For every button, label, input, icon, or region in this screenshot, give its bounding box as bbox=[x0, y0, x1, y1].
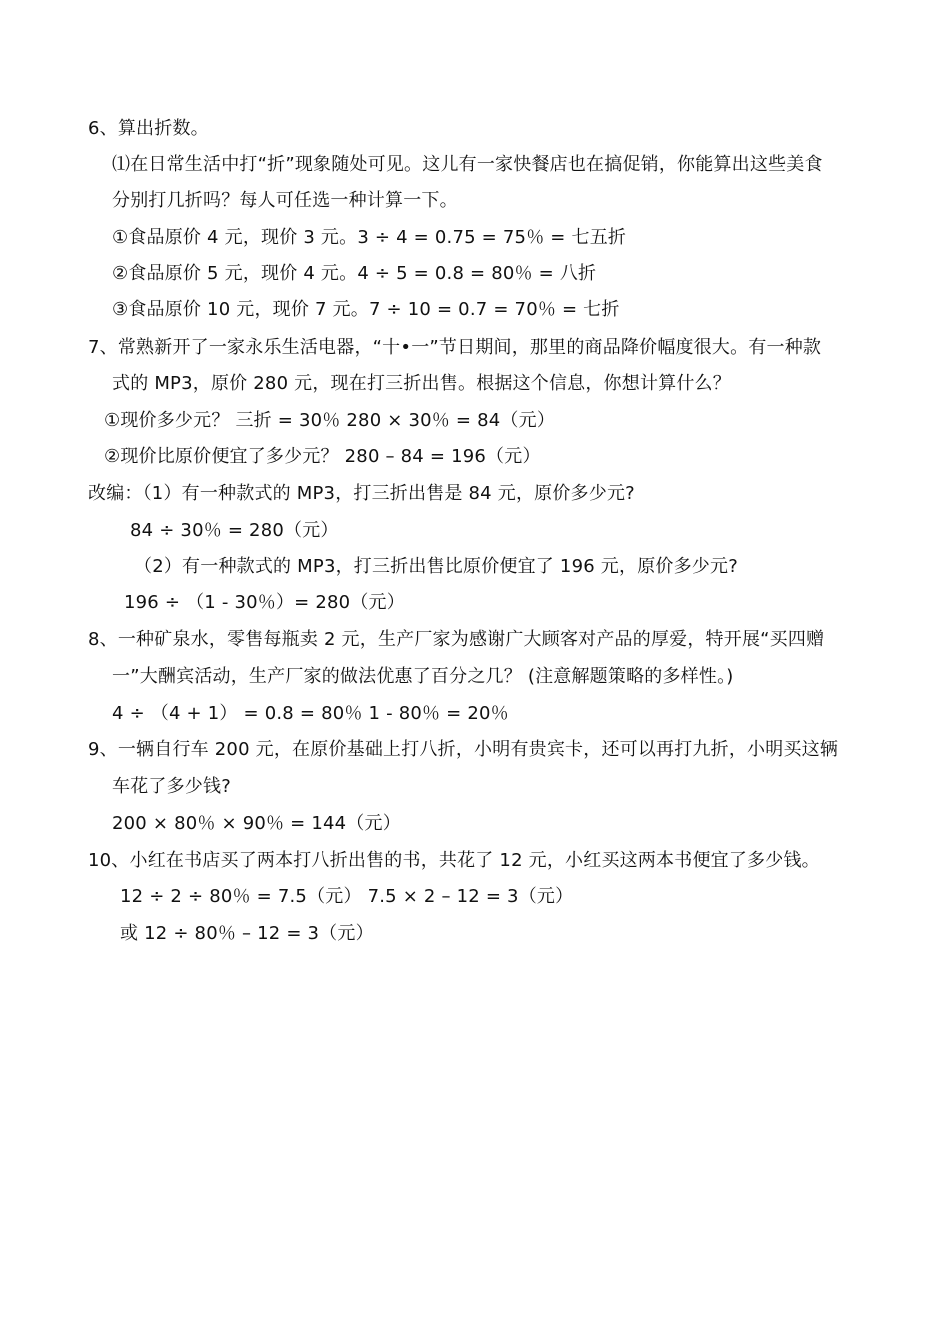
q10-answer-2: 或 12 ÷ 80％ – 12 = 3（元） bbox=[120, 923, 374, 944]
adapt-answer-1: 84 ÷ 30％ = 280（元） bbox=[130, 520, 339, 541]
q7-answer-1: ①现价多少元？ 三折 = 30％ 280 × 30％ = 84（元） bbox=[104, 410, 556, 431]
adapt-question-2: （2）有一种款式的 MP3，打三折出售比原价便宜了 196 元，原价多少元? bbox=[134, 556, 738, 577]
q6-intro-line1: ⑴在日常生活中打“折”现象随处可见。这儿有一家快餐店也在搞促销，你能算出这些美食 bbox=[112, 154, 823, 175]
q10-answer-1: 12 ÷ 2 ÷ 80％ = 7.5（元） 7.5 × 2 – 12 = 3（元） bbox=[120, 886, 574, 907]
q9-title-line1: 9、一辆自行车 200 元，在原价基础上打八折，小明有贵宾卡，还可以再打九折，小明买这辆 bbox=[88, 739, 839, 760]
q6-item-1: ①食品原价 4 元，现价 3 元。3 ÷ 4 = 0.75 = 75％ = 七五折 bbox=[112, 227, 627, 248]
q8-title-line2: 一”大酬宾活动，生产厂家的做法优惠了百分之几？ (注意解题策略的多样性。) bbox=[112, 666, 734, 687]
q7-title-line1: 7、常熟新开了一家永乐生活电器，“十•一”节日期间，那里的商品降价幅度很大。有一种款 bbox=[88, 337, 822, 358]
q7-title-line2: 式的 MP3，原价 280 元，现在打三折出售。根据这个信息，你想计算什么？ bbox=[112, 373, 731, 394]
q9-title-line2: 车花了多少钱? bbox=[112, 776, 231, 797]
adapt-answer-2: 196 ÷ （1 - 30％）= 280（元） bbox=[124, 592, 405, 613]
adapt-question-1: 改编：（1）有一种款式的 MP3，打三折出售是 84 元，原价多少元? bbox=[88, 483, 635, 504]
q6-title: 6、算出折数。 bbox=[88, 118, 209, 139]
q10-title: 10、小红在书店买了两本打八折出售的书，共花了 12 元，小红买这两本书便宜了多少钱。 bbox=[88, 850, 820, 871]
q6-item-3: ③食品原价 10 元，现价 7 元。7 ÷ 10 = 0.7 = 70％ = 七折 bbox=[112, 299, 620, 320]
q8-answer: 4 ÷ （4 + 1） = 0.8 = 80％ 1 - 80％ = 20％ bbox=[112, 703, 509, 724]
q9-answer: 200 × 80％ × 90％ = 144（元） bbox=[112, 813, 401, 834]
q8-title-line1: 8、一种矿泉水，零售每瓶卖 2 元，生产厂家为感谢广大顾客对产品的厚爱，特开展“买四赠 bbox=[88, 629, 825, 650]
q7-answer-2: ②现价比原价便宜了多少元？ 280 – 84 = 196（元） bbox=[104, 446, 541, 467]
q6-intro-line2: 分别打几折吗？每人可任选一种计算一下。 bbox=[112, 190, 458, 211]
q6-item-2: ②食品原价 5 元，现价 4 元。4 ÷ 5 = 0.8 = 80％ = 八折 bbox=[112, 263, 597, 284]
